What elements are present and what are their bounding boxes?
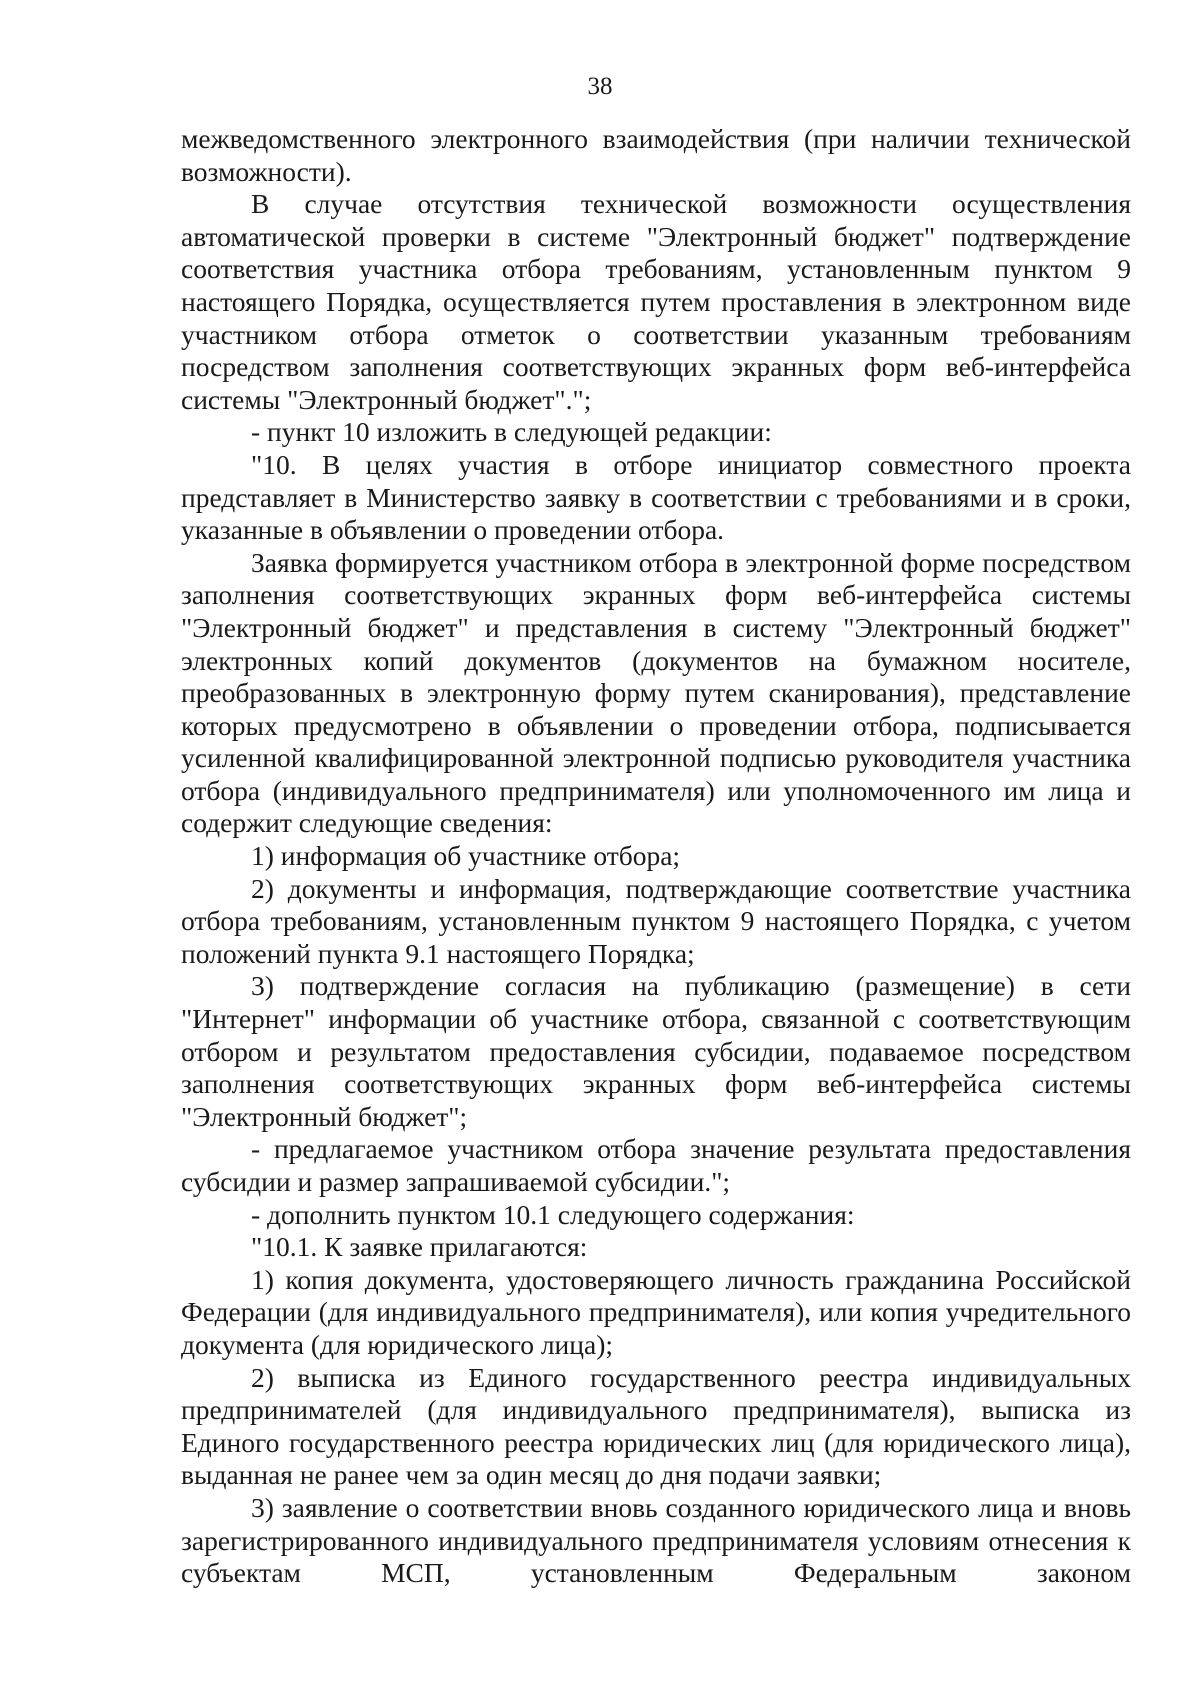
attachment-item-3: 3) заявление о соответствии вновь созданного юридического лица и вновь зарегистрированного индивидуального предпринимателя условиям отнесения к субъектам МСП, установленным Федеральным законом	[181, 1491, 1131, 1589]
paragraph-7: - дополнить пунктом 10.1 следующего содержания:	[251, 1198, 855, 1230]
paragraph-3: - пункт 10 изложить в следующей редакции:	[251, 416, 772, 448]
list-item-1: 1) информация об участнике отбора;	[251, 840, 681, 872]
attachment-item-2: 2) выписка из Единого государственного реестра индивидуальных предпринимателей (для индивидуального предпринимателя), выписка из Единого государственного реестра юридических лиц (для юридического лица), выданная не ранее чем за один месяц до дня подачи заявки;	[181, 1361, 1131, 1491]
paragraph-5: Заявка формируется участником отбора в электронной форме посредством заполнения соответствующих экранных форм веб-интерфейса системы "Электронный бюджет" и представления в систему "Электронный бюджет" электронных копий документов (документов на бумажном носителе, преобразованных в электронную форму путем сканирования), представление которых предусмотрено в объявлении о проведении отбора, подписывается усиленной квалифицированной электронной подписью руководителя участника отбора (индивидуального предпринимателя) или уполномоченного им лица и содержит следующие сведения:	[181, 546, 1131, 839]
list-item-2: 2) документы и информация, подтверждающие соответствие участника отбора требованиям, установленным пунктом 9 настоящего Порядка, с учетом положений пункта 9.1 настоящего Порядка;	[181, 872, 1131, 969]
paragraph-4: "10. В целях участия в отборе инициатор совместного проекта представляет в Министерство заявку в соответствии с требованиями и в сроки, указанные в объявлении о проведении отбора.	[181, 448, 1131, 546]
paragraph-2: В случае отсутствия технической возможности осуществления автоматической проверки в системе "Электронный бюджет" подтверждение соответствия участника отбора требованиям, установленным пунктом 9 настоящего Порядка, осуществляется путем проставления в электронном виде участником отбора отметок о соответствии указанным требованиям посредством заполнения соответствующих экранных форм веб-интерфейса системы "Электронный бюджет".";	[181, 188, 1131, 415]
attachment-item-1: 1) копия документа, удостоверяющего личность гражданина Российской Федерации (для индивидуального предпринимателя), или копия учредительного документа (для юридического лица);	[181, 1263, 1131, 1360]
page-number: 38	[587, 73, 613, 100]
document-body	[181, 123, 1131, 1590]
list-item-3: 3) подтверждение согласия на публикацию (размещение) в сети "Интернет" информации об участнике отбора, связанной с соответствующим отбором и результатом предоставления субсидии, подаваемое посредством заполнения соответствующих экранных форм веб-интерфейса системы "Электронный бюджет";	[181, 970, 1131, 1132]
paragraph-1: межведомственного электронного взаимодействия (при наличии технической возможности).	[181, 123, 1131, 187]
paragraph-8: "10.1. К заявке прилагаются:	[251, 1231, 588, 1263]
paragraph-6: - предлагаемое участником отбора значение результата предоставления субсидии и размер запрашиваемой субсидии.";	[181, 1133, 1131, 1197]
